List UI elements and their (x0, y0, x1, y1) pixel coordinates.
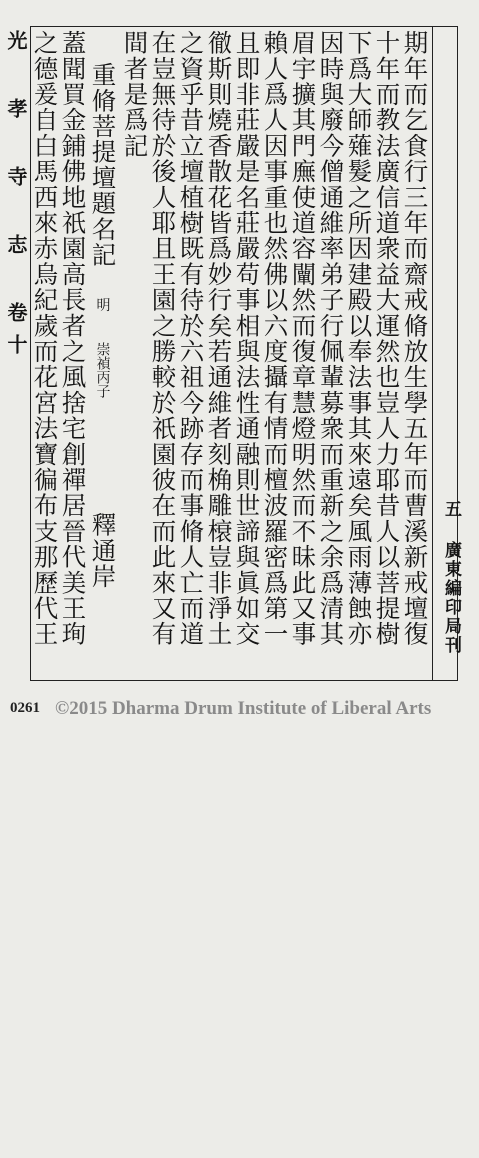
text-column-10: 在豈無待於後人耶且王園之勝較於祇園彼在而此來又有 (148, 30, 178, 647)
text-column-5: 眉宇擴其門廡使道容闡然而復章慧燈明然而不昧此又事 (288, 30, 318, 647)
text-column-4: 因時與廢今僧通維率弟子行佩輩募衆而重新之余爲清其 (316, 30, 346, 647)
right-margin-rule (432, 26, 433, 681)
text-column-3: 下爲大師薙髮之所因建殿以奉法事其來遠矣風雨薄蝕亦 (344, 30, 374, 647)
author-reign: 崇禎丙子 (94, 342, 111, 399)
heading-title: 重脩菩提壇題名記 (88, 62, 118, 268)
author-dynasty: 明 (94, 297, 111, 312)
text-column-9: 之資乎昔立壇植樹既有待於六祖今跡存而事脩人亡而道 (176, 30, 206, 647)
publisher-label: 五 廣東編印局刊 (441, 500, 461, 655)
text-column-13: 之德爰自白馬西來赤烏紀歲而花宮法寶徧布支那歷代王 (30, 30, 60, 647)
text-column-7: 且即非莊嚴是名莊嚴苟事相與法性通融則世諦與眞如交 (232, 30, 262, 647)
margin-title: 光 孝 寺 志 卷十 (4, 30, 28, 366)
text-column-2: 十年而教法廣信道衆益大運然也豈人力耶昔人以菩提樹 (372, 30, 402, 647)
text-column-11: 間者是爲記 (120, 30, 150, 159)
copyright-watermark: ©2015 Dharma Drum Institute of Liberal Arts (55, 698, 432, 719)
text-column-1: 期年而乞食行三年而齋戒脩放生學五年而曹溪新戒壇復 (400, 30, 430, 647)
text-column-8: 徹斯則燒香散花皆爲妙行矣若通維者刻桷雕榱豈非淨土 (204, 30, 234, 647)
page-number: 0261 (10, 700, 40, 716)
page-footer (0, 688, 479, 728)
text-column-12: 蓋聞買金鋪佛地祇園高長者之風捨宅創禪居晉代美王珣 (58, 30, 88, 647)
signature: 釋通岸 (88, 512, 118, 590)
text-column-6: 賴人爲人因事重也然佛以六度攝有情而檀波羅密爲第一 (260, 30, 290, 647)
